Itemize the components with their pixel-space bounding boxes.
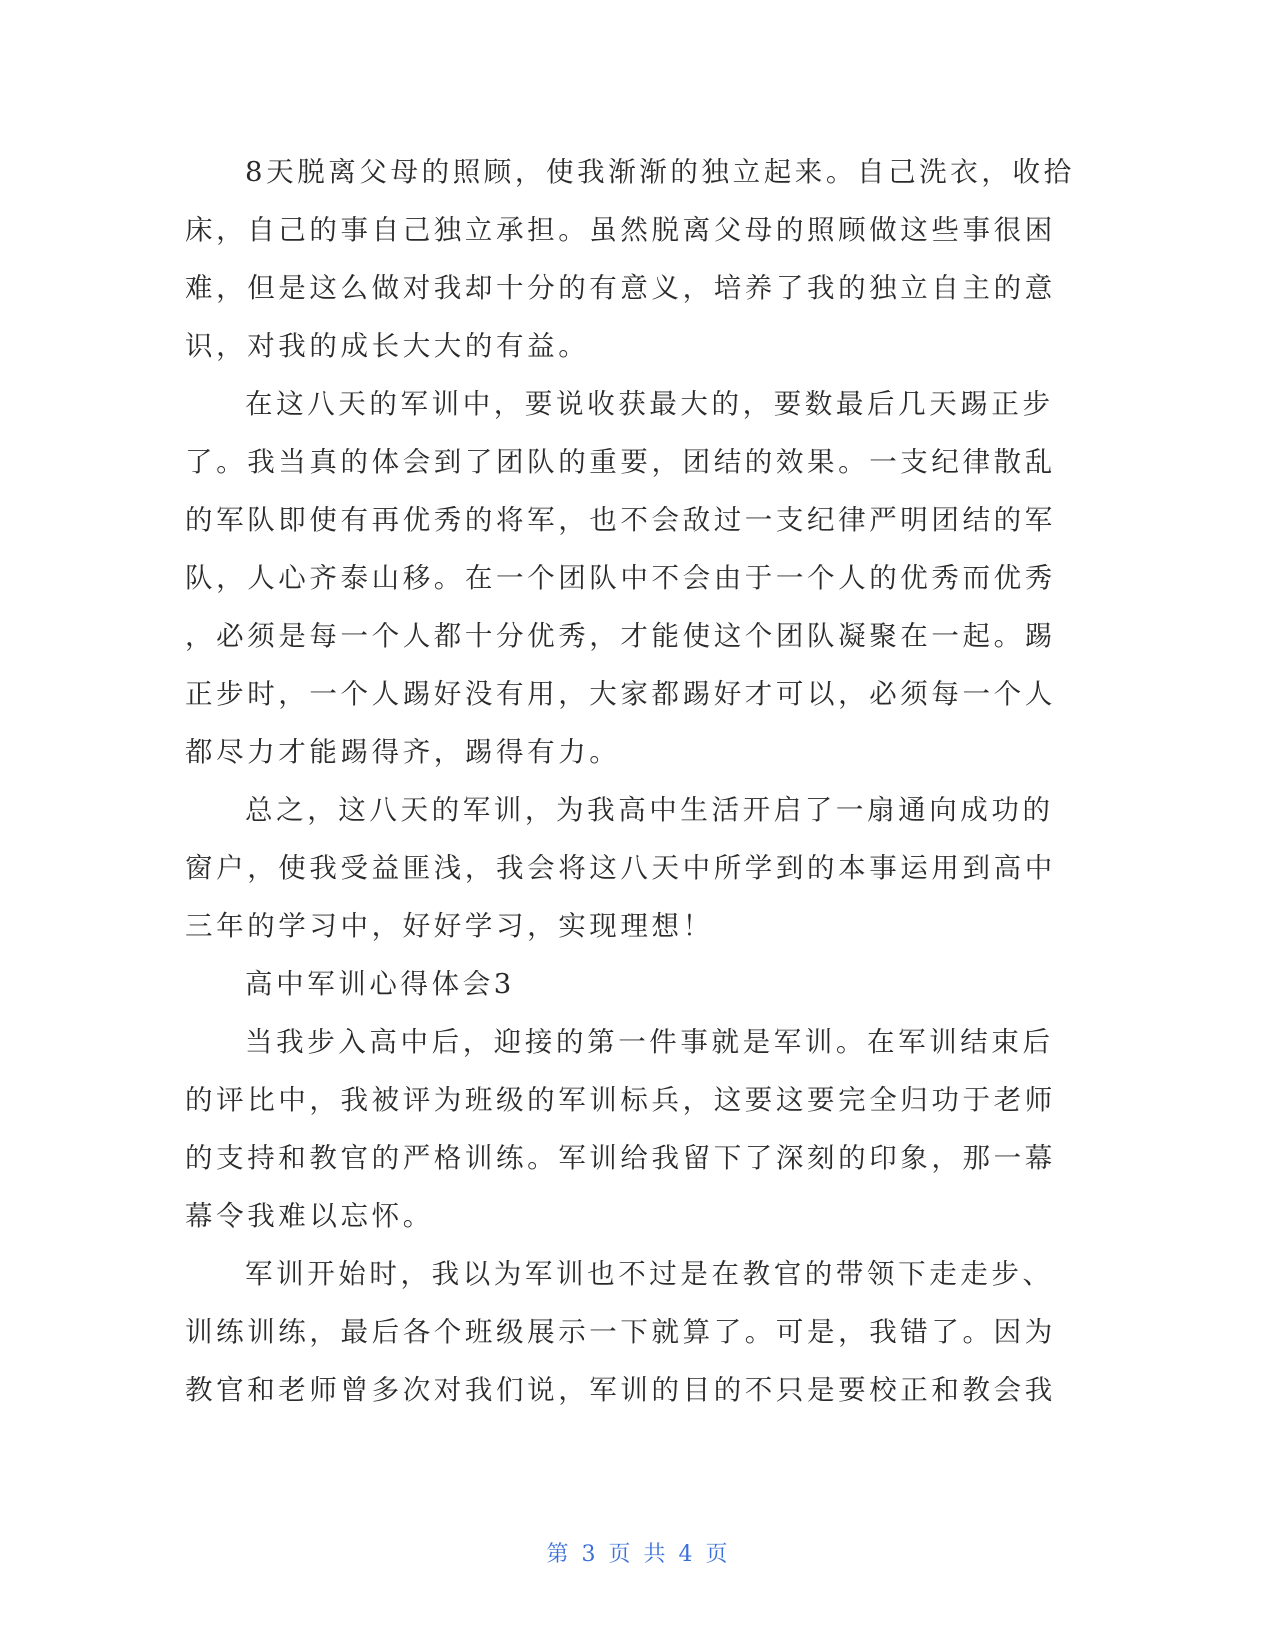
text-line: 床，自己的事自己独立承担。虽然脱离父母的照顾做这些事很困 <box>185 214 1056 246</box>
footer-suffix: 页 <box>705 1542 729 1567</box>
page-number-footer <box>0 1537 1275 1568</box>
text-line: 幕令我难以忘怀。 <box>185 1200 434 1232</box>
text-line: 总之，这八天的军训，为我高中生活开启了一扇通向成功的 <box>245 794 1054 826</box>
text-line: 当我步入高中后，迎接的第一件事就是军训。在军训结束后 <box>245 1026 1054 1058</box>
text-line: 了。我当真的体会到了团队的重要，团结的效果。一支纪律散乱 <box>185 446 1056 478</box>
text-line: 识，对我的成长大大的有益。 <box>185 330 590 362</box>
text-line: 的军队即使有再优秀的将军，也不会敌过一支纪律严明团结的军 <box>185 504 1056 536</box>
text-line: 正步时，一个人踢好没有用，大家都踢好才可以，必须每一个人 <box>185 678 1056 710</box>
text-line: 窗户，使我受益匪浅，我会将这八天中所学到的本事运用到高中 <box>185 852 1056 884</box>
text-line: 8天脱离父母的照顾，使我渐渐的独立起来。自己洗衣，收拾 <box>245 156 1075 188</box>
footer-prefix: 第 <box>546 1542 570 1567</box>
text-line: 队，人心齐泰山移。在一个团队中不会由于一个人的优秀而优秀 <box>185 562 1056 594</box>
text-line: 的评比中，我被评为班级的军训标兵，这要这要完全归功于老师 <box>185 1084 1056 1116</box>
text-line: 教官和老师曾多次对我们说，军训的目的不只是要校正和教会我 <box>185 1374 1056 1406</box>
text-line: 都尽力才能踢得齐，踢得有力。 <box>185 736 621 768</box>
footer-page-label: 页 <box>608 1542 632 1567</box>
total-pages-number: 4 <box>678 1542 694 1567</box>
text-line: 三年的学习中，好好学习，实现理想！ <box>185 910 714 942</box>
text-line: 训练训练，最后各个班级展示一下就算了。可是，我错了。因为 <box>185 1316 1056 1348</box>
current-page-number: 3 <box>581 1542 597 1567</box>
footer-total-label: 共 <box>643 1542 667 1567</box>
text-line: 的支持和教官的严格训练。军训给我留下了深刻的印象，那一幕 <box>185 1142 1056 1174</box>
text-line: ，必须是每一个人都十分优秀，才能使这个团队凝聚在一起。踢 <box>185 620 1056 652</box>
text-line: 难，但是这么做对我却十分的有意义，培养了我的独立自主的意 <box>185 272 1056 304</box>
section-heading: 高中军训心得体会3 <box>245 968 515 1000</box>
document-body <box>185 143 1075 1419</box>
text-line: 军训开始时，我以为军训也不过是在教官的带领下走走步、 <box>245 1258 1054 1290</box>
text-line: 在这八天的军训中，要说收获最大的，要数最后几天踢正步 <box>245 388 1054 420</box>
